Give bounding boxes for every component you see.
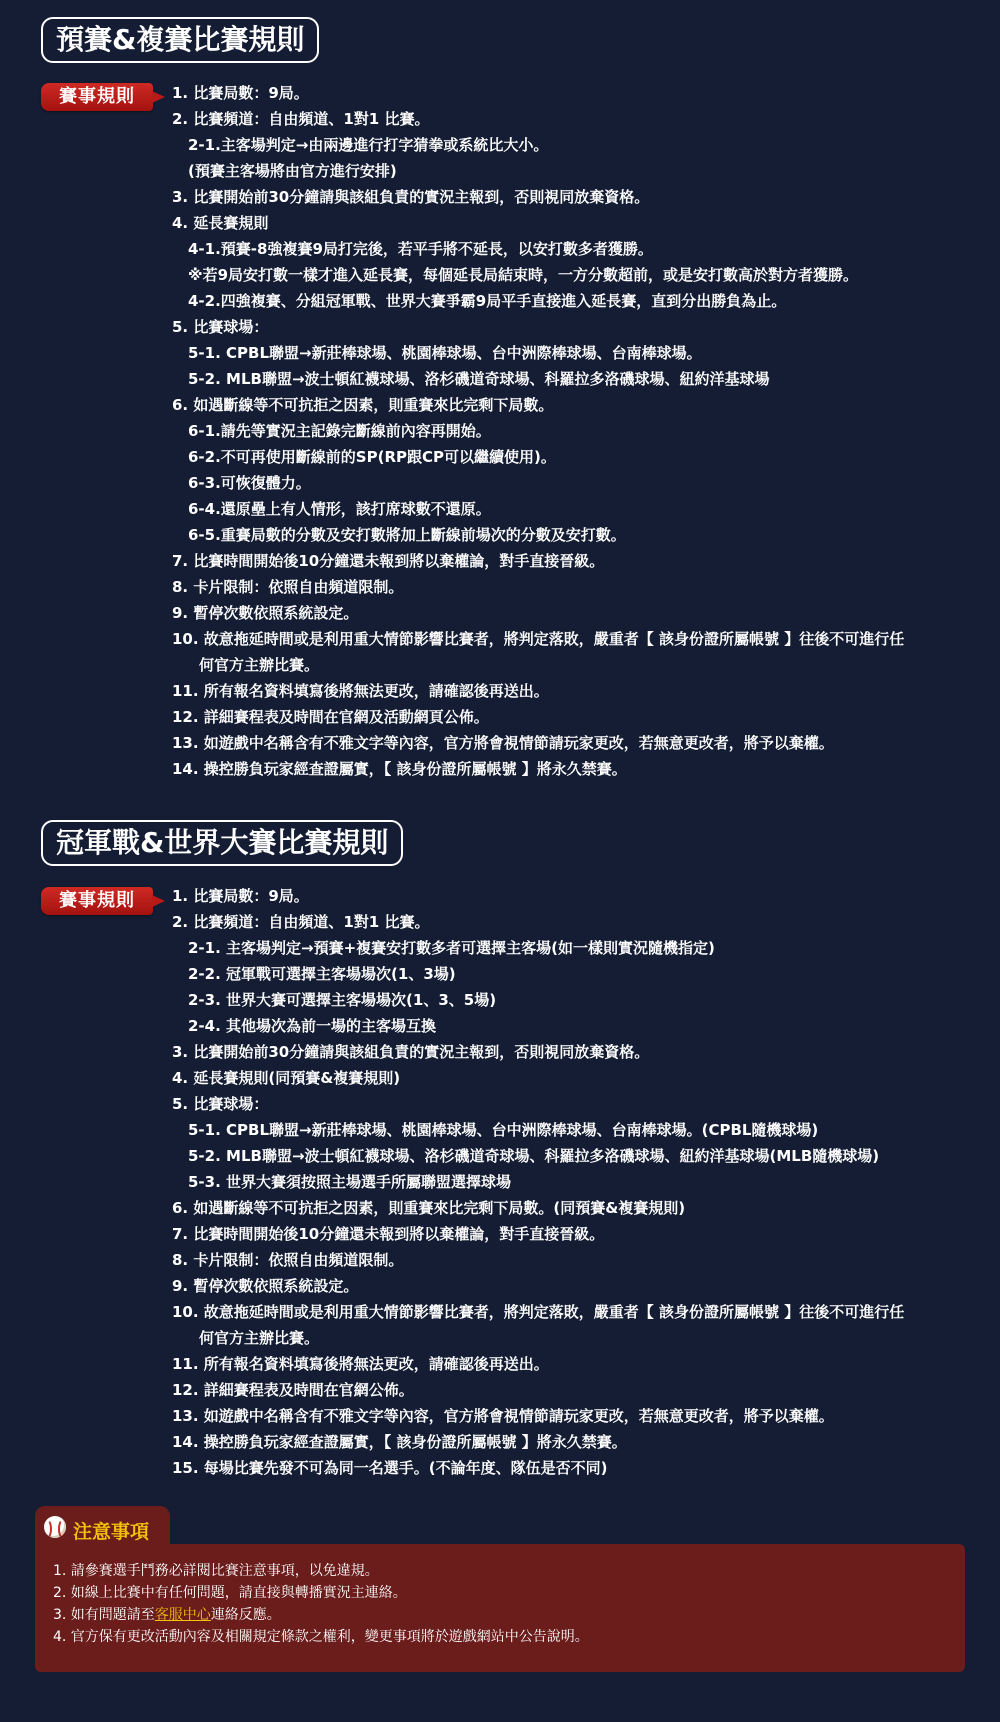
rule-item: 4-2.四強複賽、分組冠軍戰、世界大賽爭霸9局平手直接進入延長賽，直到分出勝負為止。 [188, 292, 787, 310]
rule-item: (預賽主客場將由官方進行安排) [188, 162, 397, 180]
notice-text: 連絡反應。 [210, 1607, 281, 1623]
rule-item: 10. 故意拖延時間或是利用重大情節影響比賽者，將判定落敗，嚴重者【 該身份證所屬帳號 】往後不可進行任 [172, 1303, 905, 1321]
notice-item [53, 1604, 589, 1626]
rule-item: 13. 如遊戲中名稱含有不雅文字等內容，官方將會視情節請玩家更改，若無意更改者，將予以棄權。 [172, 1407, 834, 1425]
rule-item: 7. 比賽時間開始後10分鐘還未報到將以棄權論，對手直接晉級。 [172, 1225, 605, 1243]
section-title: 冠軍戰&世界大賽比賽規則 [41, 820, 403, 866]
rule-item: 3. 比賽開始前30分鐘請與該組負責的實況主報到，否則視同放棄資格。 [172, 1043, 650, 1061]
rule-item: 6-3.可恢復體力。 [188, 474, 311, 492]
rule-item: 2. 比賽頻道：自由頻道、1對1 比賽。 [172, 913, 430, 931]
rule-item: 2-1.主客場判定→由兩邊進行打字猜拳或系統比大小。 [188, 136, 549, 154]
rule-item: 6-1.請先等實況主記錄完斷線前內容再開始。 [188, 422, 491, 440]
notice-item: 2. 如線上比賽中有任何問題，請直接與轉播實況主連絡。 [53, 1585, 407, 1601]
rule-item: 3. 比賽開始前30分鐘請與該組負責的實況主報到，否則視同放棄資格。 [172, 188, 650, 206]
notice-item: 1. 請參賽選手鬥務必詳閱比賽注意事項，以免違規。 [53, 1563, 379, 1579]
rule-item: 何官方主辦比賽。 [199, 1329, 320, 1347]
rules-list [172, 883, 904, 1481]
rule-item: 2-1. 主客場判定→預賽+複賽安打數多者可選擇主客場(如一樣則實況隨機指定) [188, 939, 715, 957]
rule-item: 8. 卡片限制：依照自由頻道限制。 [172, 578, 404, 596]
notice-title: 注意事項 [73, 1521, 150, 1543]
rule-item: 12. 詳細賽程表及時間在官網及活動網頁公佈。 [172, 708, 489, 726]
rule-item: 2-3. 世界大賽可選擇主客場場次(1、3、5場) [188, 991, 497, 1009]
rule-item: 9. 暫停次數依照系統設定。 [172, 604, 359, 622]
rule-item: 6-4.還原壘上有人情形，該打席球數不還原。 [188, 500, 491, 518]
rules-badge: 賽事規則 [41, 83, 153, 111]
notice-list [53, 1560, 589, 1648]
rule-item: 10. 故意拖延時間或是利用重大情節影響比賽者，將判定落敗，嚴重者【 該身份證所屬帳號 】往後不可進行任 [172, 630, 905, 648]
rule-item: 5-1. CPBL聯盟→新莊棒球場、桃園棒球場、台中洲際棒球場、台南棒球場。 [188, 344, 702, 362]
rule-item: 14. 操控勝負玩家經查證屬實，【 該身份證所屬帳號 】將永久禁賽。 [172, 1433, 627, 1451]
rule-item: 4. 延長賽規則(同預賽&複賽規則) [172, 1069, 401, 1087]
baseball-icon [44, 1516, 66, 1538]
rule-item: 15. 每場比賽先發不可為同一名選手。(不論年度、隊伍是否不同) [172, 1459, 608, 1477]
rules-list [172, 80, 904, 782]
rule-item: 2-4. 其他場次為前一場的主客場互換 [188, 1017, 437, 1035]
rule-item: 6-2.不可再使用斷線前的SP(RP跟CP可以繼續使用)。 [188, 448, 556, 466]
rule-item: 11. 所有報名資料填寫後將無法更改，請確認後再送出。 [172, 1355, 549, 1373]
rule-item: 5-3. 世界大賽須按照主場選手所屬聯盟選擇球場 [188, 1173, 512, 1191]
rule-item: 13. 如遊戲中名稱含有不雅文字等內容，官方將會視情節請玩家更改，若無意更改者，將予以棄權。 [172, 734, 834, 752]
rule-item: 1. 比賽局數：9局。 [172, 84, 309, 102]
rule-item: 2-2. 冠軍戰可選擇主客場場次(1、3場) [188, 965, 456, 983]
rule-item: 2. 比賽頻道：自由頻道、1對1 比賽。 [172, 110, 430, 128]
rule-item: 1. 比賽局數：9局。 [172, 887, 309, 905]
notice-text: 3. 如有問題請至 [53, 1607, 155, 1623]
rule-item: ※若9局安打數一樣才進入延長賽，每個延長局結束時，一方分數超前，或是安打數高於對方者獲勝。 [188, 266, 859, 284]
section-title: 預賽&複賽比賽規則 [41, 17, 319, 63]
rule-item: 9. 暫停次數依照系統設定。 [172, 1277, 359, 1295]
notice-box [35, 1544, 965, 1672]
rule-item: 4. 延長賽規則 [172, 214, 269, 232]
rule-item: 8. 卡片限制：依照自由頻道限制。 [172, 1251, 404, 1269]
rule-item: 4-1.預賽-8強複賽9局打完後，若平手將不延長，以安打數多者獲勝。 [188, 240, 653, 258]
rule-item: 6. 如遇斷線等不可抗拒之因素，則重賽來比完剩下局數。(同預賽&複賽規則) [172, 1199, 686, 1217]
rule-item: 11. 所有報名資料填寫後將無法更改，請確認後再送出。 [172, 682, 549, 700]
rule-item: 6-5.重賽局數的分數及安打數將加上斷線前場次的分數及安打數。 [188, 526, 626, 544]
rule-item: 何官方主辦比賽。 [199, 656, 320, 674]
rule-item: 5-2. MLB聯盟→波士頓紅襪球場、洛杉磯道奇球場、科羅拉多洛磯球場、紐約洋基球場(MLB隨機球場) [188, 1147, 880, 1165]
rule-item: 7. 比賽時間開始後10分鐘還未報到將以棄權論，對手直接晉級。 [172, 552, 605, 570]
rule-item: 5. 比賽球場： [172, 1095, 269, 1113]
rule-item: 5-1. CPBL聯盟→新莊棒球場、桃園棒球場、台中洲際棒球場、台南棒球場。(CPBL隨機球場) [188, 1121, 819, 1139]
rule-item: 5. 比賽球場： [172, 318, 269, 336]
rules-badge: 賽事規則 [41, 887, 153, 915]
rule-item: 12. 詳細賽程表及時間在官網公佈。 [172, 1381, 414, 1399]
rule-item: 14. 操控勝負玩家經查證屬實，【 該身份證所屬帳號 】將永久禁賽。 [172, 760, 627, 778]
rule-item: 5-2. MLB聯盟→波士頓紅襪球場、洛杉磯道奇球場、科羅拉多洛磯球場、紐約洋基球場 [188, 370, 770, 388]
customer-service-link[interactable]: 客服中心 [154, 1607, 211, 1623]
notice-item: 4. 官方保有更改活動內容及相關規定條款之權利，變更事項將於遊戲網站中公告說明。 [53, 1629, 589, 1645]
rule-item: 6. 如遇斷線等不可抗拒之因素，則重賽來比完剩下局數。 [172, 396, 554, 414]
